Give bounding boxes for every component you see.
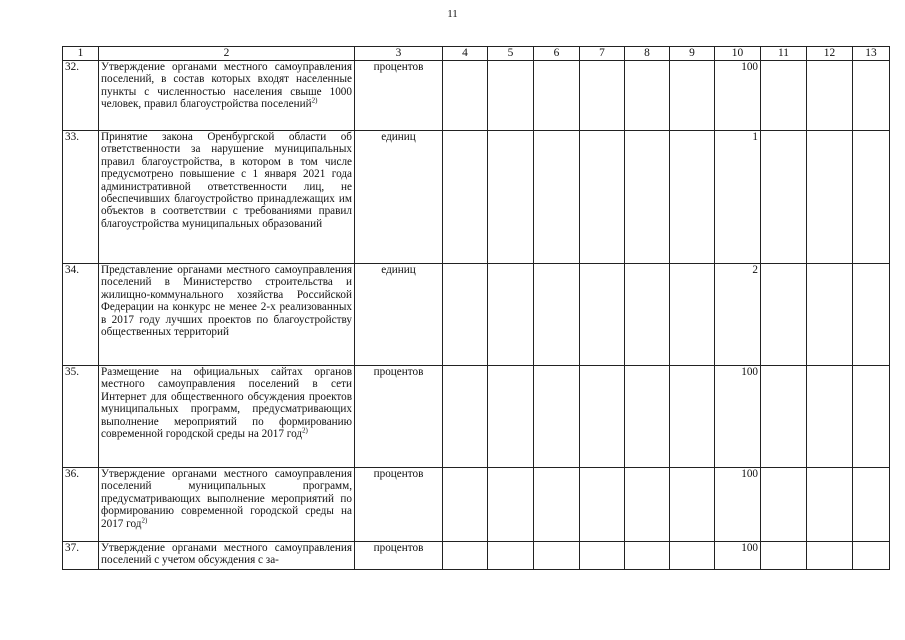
row-description: Представление органами местного самоуправления поселений в Министерство строительства и жилищно-коммунального хозяйства Российской Федерации на конкурс не менее 2-х реализованных в 2017 году лучших проектов по благоустройству общественных территорий (99, 264, 355, 366)
column-header: 7 (580, 47, 625, 61)
row-unit: процентов (355, 468, 443, 542)
row-description: Утверждение органами местного самоуправления поселений с учетом обсуждения с за- (99, 542, 355, 570)
row-number: 35. (63, 366, 99, 468)
row-unit: процентов (355, 61, 443, 131)
row-value-col10: 100 (715, 468, 761, 542)
row-description: Размещение на официальных сайтах органов местного самоуправления поселений в сети Интернет для общественного обсуждения проектов муниципальных программ, предусматривающих выполнение мероприятий по формированию современной городской среды на 2017 год$^{2)}$ (99, 366, 355, 468)
row-value-col10: 2 (715, 264, 761, 366)
column-header: 4 (443, 47, 488, 61)
table-row (63, 542, 890, 570)
indicators-table (62, 46, 890, 570)
column-header: 2 (99, 47, 355, 61)
column-header: 9 (670, 47, 715, 61)
column-header: 11 (761, 47, 807, 61)
table-row (63, 468, 890, 542)
column-header: 3 (355, 47, 443, 61)
table-row (63, 61, 890, 131)
row-number: 32. (63, 61, 99, 131)
footnote-mark: 2) (141, 515, 148, 524)
column-header: 5 (488, 47, 534, 61)
column-header: 12 (807, 47, 853, 61)
row-unit: единиц (355, 131, 443, 264)
row-unit: единиц (355, 264, 443, 366)
row-value-col10: 100 (715, 61, 761, 131)
column-header: 6 (534, 47, 580, 61)
row-value-col10: 1 (715, 131, 761, 264)
row-number: 33. (63, 131, 99, 264)
column-header: 8 (625, 47, 670, 61)
row-description: Утверждение органами местного самоуправления поселений, в состав которых входят населенные пункты с численностью населения свыше 1000 человек, правил благоустройства поселений$^{2)}$ (99, 61, 355, 131)
table-row (63, 366, 890, 468)
column-header: 10 (715, 47, 761, 61)
row-description: Утверждение органами местного самоуправления поселений муниципальных программ, предусматривающих выполнение мероприятий по формированию современной городской среды на 2017 год$^{2)}$ (99, 468, 355, 542)
page-number: 11 (447, 8, 458, 20)
header-row (63, 47, 890, 61)
table-row (63, 264, 890, 366)
row-unit: процентов (355, 542, 443, 570)
row-value-col10: 100 (715, 542, 761, 570)
row-number: 36. (63, 468, 99, 542)
row-value-col10: 100 (715, 366, 761, 468)
column-header: 1 (63, 47, 99, 61)
row-description: Принятие закона Оренбургской области об ответственности за нарушение муниципальных правил благоустройства, в котором в том числе предусмотрено повышение с 1 января 2021 года административной ответственности лиц, не обеспечивших благоустройство принадлежащих им объектов в соответствии с требованиями правил благоустройства муниципальных образований (99, 131, 355, 264)
footnote-mark: 2) (311, 96, 318, 105)
row-number: 37. (63, 542, 99, 570)
column-header: 13 (853, 47, 890, 61)
row-unit: процентов (355, 366, 443, 468)
footnote-mark: 2) (302, 426, 308, 435)
row-number: 34. (63, 264, 99, 366)
table-row (63, 131, 890, 264)
